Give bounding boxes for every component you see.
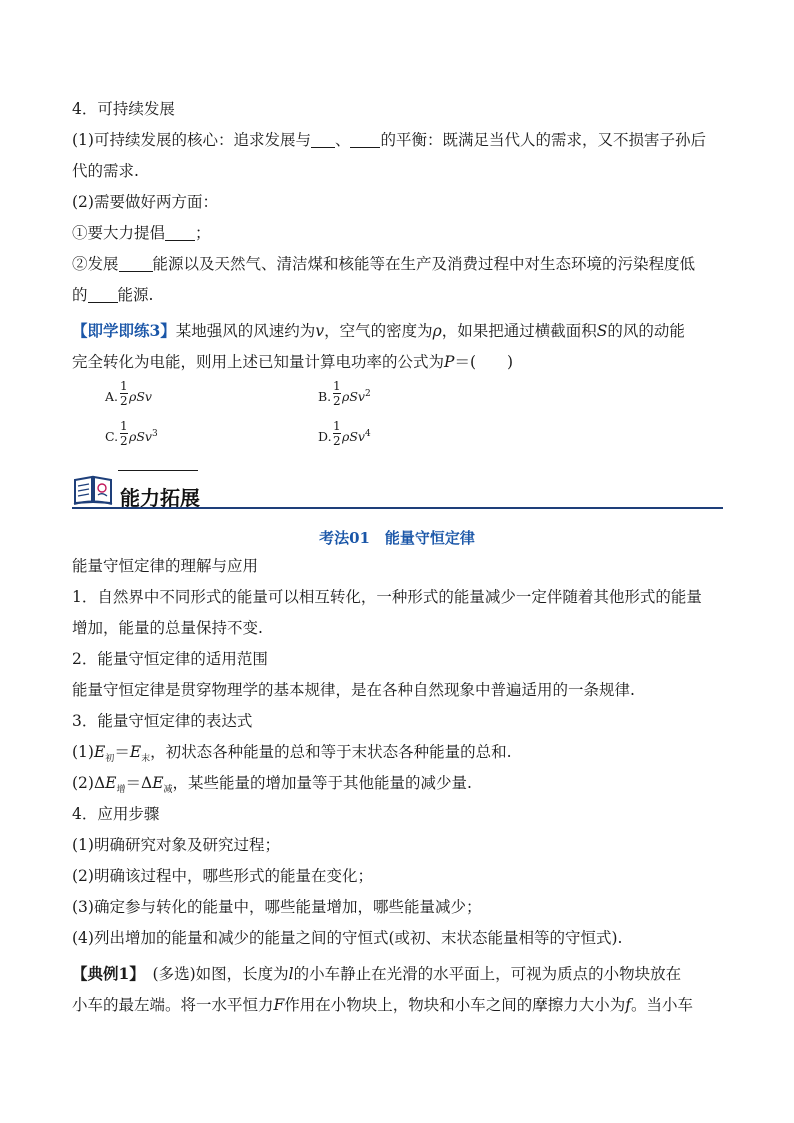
text: 能源以及天然气、清洁煤和核能等在生产及消费过程中对生态环境的污染程度低 xyxy=(152,255,696,273)
body-line: 2．能量守恒定律的适用范围 xyxy=(72,650,268,668)
text: 某地强风的风速约为 xyxy=(175,322,316,340)
text: (多选)如图，长度为 xyxy=(137,965,289,983)
answer-blank xyxy=(311,131,335,148)
expr-text: ρSv xyxy=(342,389,365,405)
text: 小车的最左端。将一水平恒力 xyxy=(72,996,274,1014)
answer-blank xyxy=(119,255,153,272)
body-line: 能量守恒定律的理解与应用 xyxy=(72,557,259,575)
denominator: 2 xyxy=(333,394,341,408)
example-question xyxy=(72,962,681,984)
var-s: S xyxy=(596,322,608,340)
section-title: 能力拓展 xyxy=(120,486,200,510)
var-p: P xyxy=(444,353,455,371)
sustain-p1 xyxy=(72,128,706,150)
option-expr xyxy=(129,429,158,444)
subscript: 增 xyxy=(116,785,126,796)
var-e: E xyxy=(105,774,117,792)
exponent: 2 xyxy=(364,389,371,399)
practice-question xyxy=(72,319,685,341)
formula-line-1 xyxy=(72,740,512,764)
body-line: (3)确定参与转化的能量中，哪些能量增加，哪些能量减少； xyxy=(72,898,482,916)
practice-tag: 【即学即练3】 xyxy=(72,321,176,340)
text: ，某些能量的增加量等于其他能量的减少量. xyxy=(172,774,472,792)
body-line: 3．能量守恒定律的表达式 xyxy=(72,712,253,730)
subscript: 初 xyxy=(105,754,115,765)
sustain-p1-cont: 代的需求. xyxy=(72,162,139,180)
body-line: (4)列出增加的能量和减少的能量之间的守恒式(或初、末状态能量相等的守恒式). xyxy=(72,929,623,947)
option-expr xyxy=(129,389,152,404)
text: 能源. xyxy=(117,286,154,304)
text: 。当小车 xyxy=(631,996,694,1014)
var-e: E xyxy=(152,774,164,792)
numerator: 1 xyxy=(120,379,128,393)
text: 的小车静止在光滑的水平面上，可视为质点的小物块放在 xyxy=(293,965,682,983)
text: (2)Δ xyxy=(72,774,106,792)
body-line: 能量守恒定律是贯穿物理学的基本规律，是在各种自然现象中普遍适用的一条规律. xyxy=(72,681,635,699)
sustain-heading: 4．可持续发展 xyxy=(72,100,175,118)
text: ，初状态各种能量的总和等于末状态各种能量的总和. xyxy=(150,743,512,761)
sustain-p4 xyxy=(72,252,695,274)
var-e: E xyxy=(129,743,142,761)
example-question-line2 xyxy=(72,993,693,1015)
formula-line-2 xyxy=(72,771,472,795)
body-line: 1．自然界中不同形式的能量可以相互转化，一种形式的能量减少一定伴随着其他形式的能量 xyxy=(72,588,702,606)
practice-question-line2 xyxy=(72,350,513,372)
answer-blank xyxy=(350,131,380,148)
var-e: E xyxy=(93,743,106,761)
body-line: 4．应用步骤 xyxy=(72,805,160,823)
kaofa-title: 考法01 能量守恒定律 xyxy=(319,529,475,547)
numerator: 1 xyxy=(333,419,341,433)
text: (1)可持续发展的核心：追求发展与 xyxy=(72,131,311,149)
section-rule xyxy=(72,507,723,509)
sustain-p2: (2)需要做好两方面： xyxy=(72,193,218,211)
option-label: D. xyxy=(318,429,332,444)
text: 作用在小物块上，物块和小车之间的摩擦力大小为 xyxy=(284,996,626,1014)
option-label: B. xyxy=(318,389,332,404)
expr-text: ρSv xyxy=(342,429,365,445)
text: ，如果把通过横截面积 xyxy=(441,322,597,340)
body-line: (1)明确研究对象及研究过程； xyxy=(72,836,280,854)
header-top-rule xyxy=(118,470,198,471)
text: (1) xyxy=(72,743,94,761)
expr-text: ρSv xyxy=(129,389,152,405)
text: ＝Δ xyxy=(125,774,153,792)
expr-text: ρSv xyxy=(129,429,152,445)
var-f: F xyxy=(273,996,285,1014)
var-f-small: f xyxy=(625,996,632,1014)
text: ＝ xyxy=(114,743,130,761)
option-label: A. xyxy=(105,389,119,404)
denominator: 2 xyxy=(120,394,128,408)
numerator: 1 xyxy=(120,419,128,433)
text: 的风的动能 xyxy=(607,322,685,340)
text: 、 xyxy=(334,131,351,149)
var-l: l xyxy=(288,965,294,983)
body-line: 增加，能量的总量保持不变. xyxy=(72,619,263,637)
exponent: 4 xyxy=(364,429,371,439)
book-icon xyxy=(72,472,114,506)
denominator: 2 xyxy=(120,434,128,448)
subscript: 减 xyxy=(163,785,173,796)
numerator: 1 xyxy=(333,379,341,393)
answer-blank xyxy=(88,286,118,303)
text: 的 xyxy=(72,286,88,304)
var-rho: ρ xyxy=(432,322,442,340)
text: ②发展 xyxy=(72,255,119,273)
exponent: 3 xyxy=(151,429,158,439)
text: 的平衡：既满足当代人的需求，又不损害子孙后 xyxy=(380,131,706,149)
example-tag: 【典例1】 xyxy=(72,964,138,983)
text: ； xyxy=(195,224,211,242)
var-v: v xyxy=(315,322,325,340)
body-line: (2)明确该过程中，哪些形式的能量在变化； xyxy=(72,867,373,885)
text: ＝( ) xyxy=(454,353,514,371)
sustain-p5 xyxy=(72,283,153,305)
text: ，空气的密度为 xyxy=(324,322,433,340)
sustain-p3 xyxy=(72,221,211,243)
text: 完全转化为电能，则用上述已知量计算电功率的公式为 xyxy=(72,353,445,371)
subscript: 末 xyxy=(141,754,151,765)
answer-blank xyxy=(165,224,195,241)
option-label: C. xyxy=(105,429,119,444)
option-expr xyxy=(342,389,371,404)
text: ①要大力提倡 xyxy=(72,224,166,242)
option-expr xyxy=(342,429,371,444)
denominator: 2 xyxy=(333,434,341,448)
